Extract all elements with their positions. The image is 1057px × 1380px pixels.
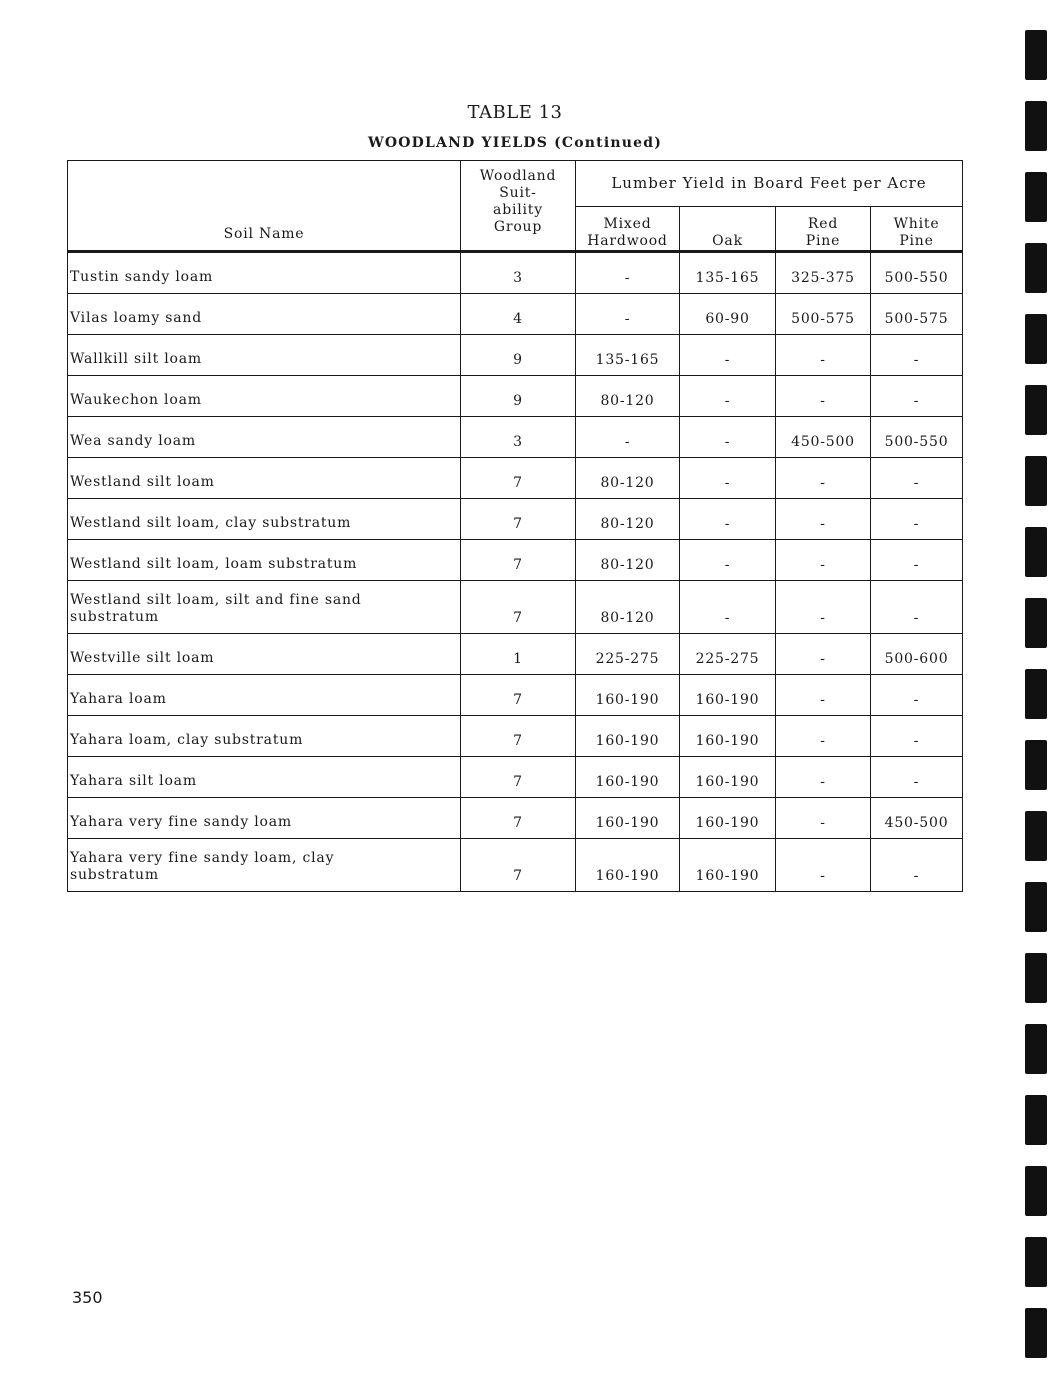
soil-name-cell: Yahara loam, clay substratum: [68, 716, 461, 757]
binding-mark: [1025, 953, 1047, 1003]
oak-cell: 160-190: [680, 716, 776, 757]
woodland-group-cell: 7: [461, 839, 576, 892]
woodland-group-cell: 7: [461, 798, 576, 839]
oak-cell: -: [680, 417, 776, 458]
oak-cell: -: [680, 499, 776, 540]
binding-mark: [1025, 740, 1047, 790]
mixed-hardwood-cell: 80-120: [576, 458, 680, 499]
white-pine-cell: -: [871, 376, 963, 417]
red-pine-cell: -: [776, 716, 871, 757]
header-oak: Oak: [680, 207, 776, 252]
binding-mark: [1025, 811, 1047, 861]
table-row: [68, 252, 963, 294]
table-row: [68, 716, 963, 757]
red-pine-cell: -: [776, 335, 871, 376]
mixed-hardwood-cell: 80-120: [576, 499, 680, 540]
mixed-hardwood-cell: -: [576, 252, 680, 294]
red-pine-cell: 450-500: [776, 417, 871, 458]
soil-name-cell: Tustin sandy loam: [68, 252, 461, 294]
binding-mark: [1025, 1308, 1047, 1358]
table-row: [68, 757, 963, 798]
binding-mark: [1025, 1095, 1047, 1145]
soil-name-cell: Yahara very fine sandy loam: [68, 798, 461, 839]
red-pine-cell: 325-375: [776, 252, 871, 294]
binding-mark: [1025, 385, 1047, 435]
woodland-group-cell: 7: [461, 540, 576, 581]
white-pine-cell: 500-550: [871, 417, 963, 458]
binding-mark: [1025, 456, 1047, 506]
red-pine-cell: -: [776, 499, 871, 540]
white-pine-cell: -: [871, 757, 963, 798]
white-pine-cell: 500-575: [871, 294, 963, 335]
red-pine-cell: -: [776, 458, 871, 499]
binding-mark: [1025, 882, 1047, 932]
binding-mark: [1025, 314, 1047, 364]
oak-cell: 160-190: [680, 798, 776, 839]
header-soil-name: Soil Name: [68, 161, 461, 252]
woodland-group-cell: 1: [461, 634, 576, 675]
table-subtitle: WOODLAND YIELDS (Continued): [367, 135, 663, 151]
red-pine-cell: -: [776, 634, 871, 675]
oak-cell: 60-90: [680, 294, 776, 335]
binding-mark: [1025, 243, 1047, 293]
soil-name-cell: Yahara silt loam: [68, 757, 461, 798]
header-white-pine: White Pine: [871, 207, 963, 252]
table-body: [68, 252, 963, 892]
red-pine-cell: -: [776, 581, 871, 634]
oak-cell: 160-190: [680, 839, 776, 892]
mixed-hardwood-cell: 80-120: [576, 376, 680, 417]
page-number: 350: [72, 1288, 103, 1307]
soil-name-cell: Wea sandy loam: [68, 417, 461, 458]
white-pine-cell: -: [871, 581, 963, 634]
table-row: [68, 294, 963, 335]
soil-name-cell: Yahara loam: [68, 675, 461, 716]
soil-name-cell: Waukechon loam: [68, 376, 461, 417]
oak-cell: -: [680, 335, 776, 376]
mixed-hardwood-cell: 135-165: [576, 335, 680, 376]
woodland-group-cell: 7: [461, 675, 576, 716]
binding-mark: [1025, 1166, 1047, 1216]
red-pine-cell: -: [776, 675, 871, 716]
header-lumber-yield: Lumber Yield in Board Feet per Acre: [576, 161, 963, 207]
red-pine-cell: 500-575: [776, 294, 871, 335]
header-mixed-hardwood: Mixed Hardwood: [576, 207, 680, 252]
woodland-group-cell: 7: [461, 458, 576, 499]
mixed-hardwood-cell: 160-190: [576, 675, 680, 716]
white-pine-cell: -: [871, 675, 963, 716]
table-title: TABLE 13: [467, 102, 563, 123]
mixed-hardwood-cell: -: [576, 417, 680, 458]
soil-name-cell: Yahara very fine sandy loam, clay substratum: [68, 839, 461, 892]
woodland-group-cell: 7: [461, 499, 576, 540]
mixed-hardwood-cell: 80-120: [576, 581, 680, 634]
table-row: [68, 839, 963, 892]
oak-cell: -: [680, 376, 776, 417]
oak-cell: -: [680, 540, 776, 581]
woodland-group-cell: 4: [461, 294, 576, 335]
red-pine-cell: -: [776, 798, 871, 839]
mixed-hardwood-cell: 80-120: [576, 540, 680, 581]
soil-name-cell: Westland silt loam, loam substratum: [68, 540, 461, 581]
red-pine-cell: -: [776, 540, 871, 581]
mixed-hardwood-cell: 160-190: [576, 757, 680, 798]
table-row: [68, 376, 963, 417]
table-row: [68, 540, 963, 581]
woodland-group-cell: 3: [461, 252, 576, 294]
oak-cell: 225-275: [680, 634, 776, 675]
table-row: [68, 634, 963, 675]
soil-name-cell: Westland silt loam: [68, 458, 461, 499]
table-row: [68, 581, 963, 634]
oak-cell: -: [680, 458, 776, 499]
soil-name-cell: Westland silt loam, clay substratum: [68, 499, 461, 540]
soil-name-cell: Westville silt loam: [68, 634, 461, 675]
mixed-hardwood-cell: 160-190: [576, 839, 680, 892]
header-woodland-group: Woodland Suit- ability Group: [461, 161, 576, 252]
red-pine-cell: -: [776, 839, 871, 892]
header-red-pine: Red Pine: [776, 207, 871, 252]
table-row: [68, 458, 963, 499]
white-pine-cell: -: [871, 839, 963, 892]
binding-mark: [1025, 527, 1047, 577]
white-pine-cell: -: [871, 458, 963, 499]
woodland-group-cell: 7: [461, 716, 576, 757]
red-pine-cell: -: [776, 376, 871, 417]
oak-cell: 135-165: [680, 252, 776, 294]
white-pine-cell: -: [871, 716, 963, 757]
woodland-group-cell: 7: [461, 757, 576, 798]
woodland-group-cell: 9: [461, 335, 576, 376]
table-row: [68, 499, 963, 540]
white-pine-cell: -: [871, 499, 963, 540]
white-pine-cell: -: [871, 335, 963, 376]
soil-name-cell: Westland silt loam, silt and fine sand substratum: [68, 581, 461, 634]
woodland-yields-table: [67, 160, 963, 892]
woodland-group-cell: 7: [461, 581, 576, 634]
table-row: [68, 798, 963, 839]
binding-mark: [1025, 1024, 1047, 1074]
binding-mark: [1025, 598, 1047, 648]
table-row: [68, 675, 963, 716]
mixed-hardwood-cell: 160-190: [576, 798, 680, 839]
soil-name-cell: Vilas loamy sand: [68, 294, 461, 335]
oak-cell: 160-190: [680, 757, 776, 798]
soil-name-cell: Wallkill silt loam: [68, 335, 461, 376]
binding-mark: [1025, 172, 1047, 222]
white-pine-cell: 500-550: [871, 252, 963, 294]
table-row: [68, 335, 963, 376]
binding-mark: [1025, 669, 1047, 719]
white-pine-cell: -: [871, 540, 963, 581]
binding-mark: [1025, 1237, 1047, 1287]
binding-mark: [1025, 101, 1047, 151]
red-pine-cell: -: [776, 757, 871, 798]
oak-cell: -: [680, 581, 776, 634]
woodland-group-cell: 3: [461, 417, 576, 458]
mixed-hardwood-cell: 160-190: [576, 716, 680, 757]
mixed-hardwood-cell: -: [576, 294, 680, 335]
white-pine-cell: 500-600: [871, 634, 963, 675]
binding-mark: [1025, 30, 1047, 80]
woodland-group-cell: 9: [461, 376, 576, 417]
oak-cell: 160-190: [680, 675, 776, 716]
white-pine-cell: 450-500: [871, 798, 963, 839]
table-row: [68, 417, 963, 458]
binding-marks: [1025, 0, 1047, 1380]
mixed-hardwood-cell: 225-275: [576, 634, 680, 675]
